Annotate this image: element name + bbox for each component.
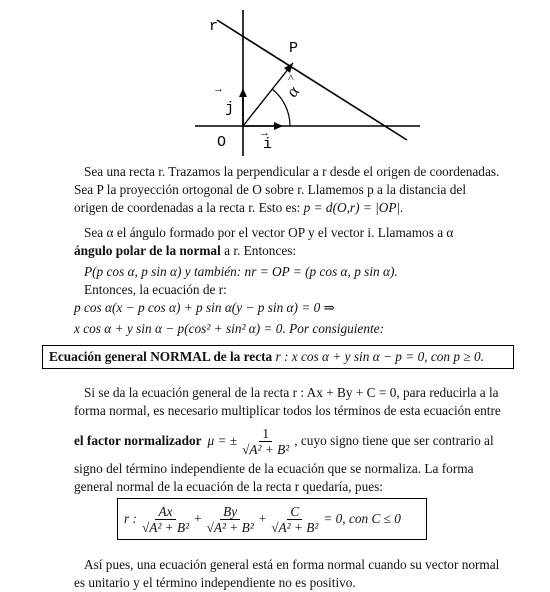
p3-line3-bold: el factor normalizador <box>74 433 202 448</box>
p3-line3-rest: , cuyo signo tiene que ser contrario al <box>294 433 494 448</box>
mu-symbol: μ = ± <box>207 433 238 448</box>
mu-numerator: 1 <box>259 426 272 442</box>
label-alpha: α <box>282 81 303 101</box>
p2-line1: Sea α el ángulo formado por el vector OP y el vector i. Llamamos a α <box>84 225 454 240</box>
paragraph-2 <box>74 224 518 338</box>
p1-line3-formula: p = d(O,r) = |OP|. <box>303 200 404 215</box>
p4-line1: Así pues, una ecuación general está en forma normal cuando su vector normal <box>84 557 500 572</box>
p1-line1: Sea una recta r. Trazamos la perpendicular a r desde el origen de coordenadas. <box>84 164 500 179</box>
label-p: P <box>289 40 299 57</box>
p1-line2: Sea P la proyección ortogonal de O sobre r. Llamemos p a la distancia del <box>74 182 467 197</box>
label-j: j <box>225 100 235 117</box>
paragraph-1 <box>74 163 518 217</box>
p3-line1: Si se da la ecuación general de la recta r : Ax + By + C = 0, para reducirla a la <box>84 385 499 400</box>
p2-line3: P(p cos α, p sin α) y también: nr = OP = (p cos α, p sin α). <box>84 264 398 279</box>
svg-text:→: → <box>261 128 268 140</box>
normalized-equation-box: r : $\frac{Ax}{\text{√A² + B²}}$ + $\frac{By}{\text{√A² + B²}}$ + $\frac{C}{\text{√A² + B²}}$ = 0, con C ≤ 0 <box>117 498 427 540</box>
label-r: r <box>209 18 219 35</box>
normal-line-diagram <box>195 8 420 158</box>
label-o: O <box>217 134 227 151</box>
svg-text:→: → <box>215 84 222 96</box>
p4-line2: es unitario y el término independiente no es positivo. <box>74 575 356 590</box>
svg-text:^: ^ <box>288 71 294 85</box>
box1-formula: r : x cos α + y sin α − p = 0, con p ≥ 0. <box>275 349 484 364</box>
label-i: i <box>263 136 273 153</box>
p3-line5: general normal de la ecuación de la recta r quedaría, pues: <box>74 479 383 494</box>
p2-line5: p cos α(x − p cos α) + p sin α(y − p sin α) = 0 ⇒ <box>74 300 335 315</box>
vector-op <box>243 63 293 126</box>
normal-equation-box <box>42 345 514 369</box>
geometry-figure <box>195 8 420 158</box>
p2-line2-rest: a r. Entonces: <box>224 243 297 258</box>
frac-c: $\frac{C}{\text{√A² + B²}}$ <box>271 503 319 535</box>
paragraph-3 <box>74 384 518 496</box>
frac-by: $\frac{By}{\text{√A² + B²}}$ <box>206 503 254 535</box>
box1-title: Ecuación general NORMAL de la recta <box>49 349 273 364</box>
mu-denominator: √A² + B² <box>242 441 290 457</box>
box2-prefix: r : <box>124 511 137 526</box>
p2-line6: x cos α + y sin α − p(cos² + sin² α) = 0. Por consiguiente: <box>74 321 385 336</box>
p2-line4: Entonces, la ecuación de r: <box>84 282 227 297</box>
p2-line2-bold: ángulo polar de la normal <box>74 243 221 258</box>
normalizer-fraction <box>239 426 292 457</box>
p3-line4: signo del término independiente de la ecuación que se normaliza. La forma <box>74 461 474 476</box>
frac-ax: $\frac{Ax}{\text{√A² + B²}}$ <box>141 503 190 535</box>
angle-arc <box>272 89 290 126</box>
box2-suffix: = 0, con C ≤ 0 <box>323 511 401 526</box>
p1-line3-text: origen de coordenadas a la recta r. Esto es: <box>74 200 301 215</box>
paragraph-4 <box>74 556 518 592</box>
p3-line2: forma normal, es necesario multiplicar todos los términos de esta ecuación entre <box>74 403 501 418</box>
